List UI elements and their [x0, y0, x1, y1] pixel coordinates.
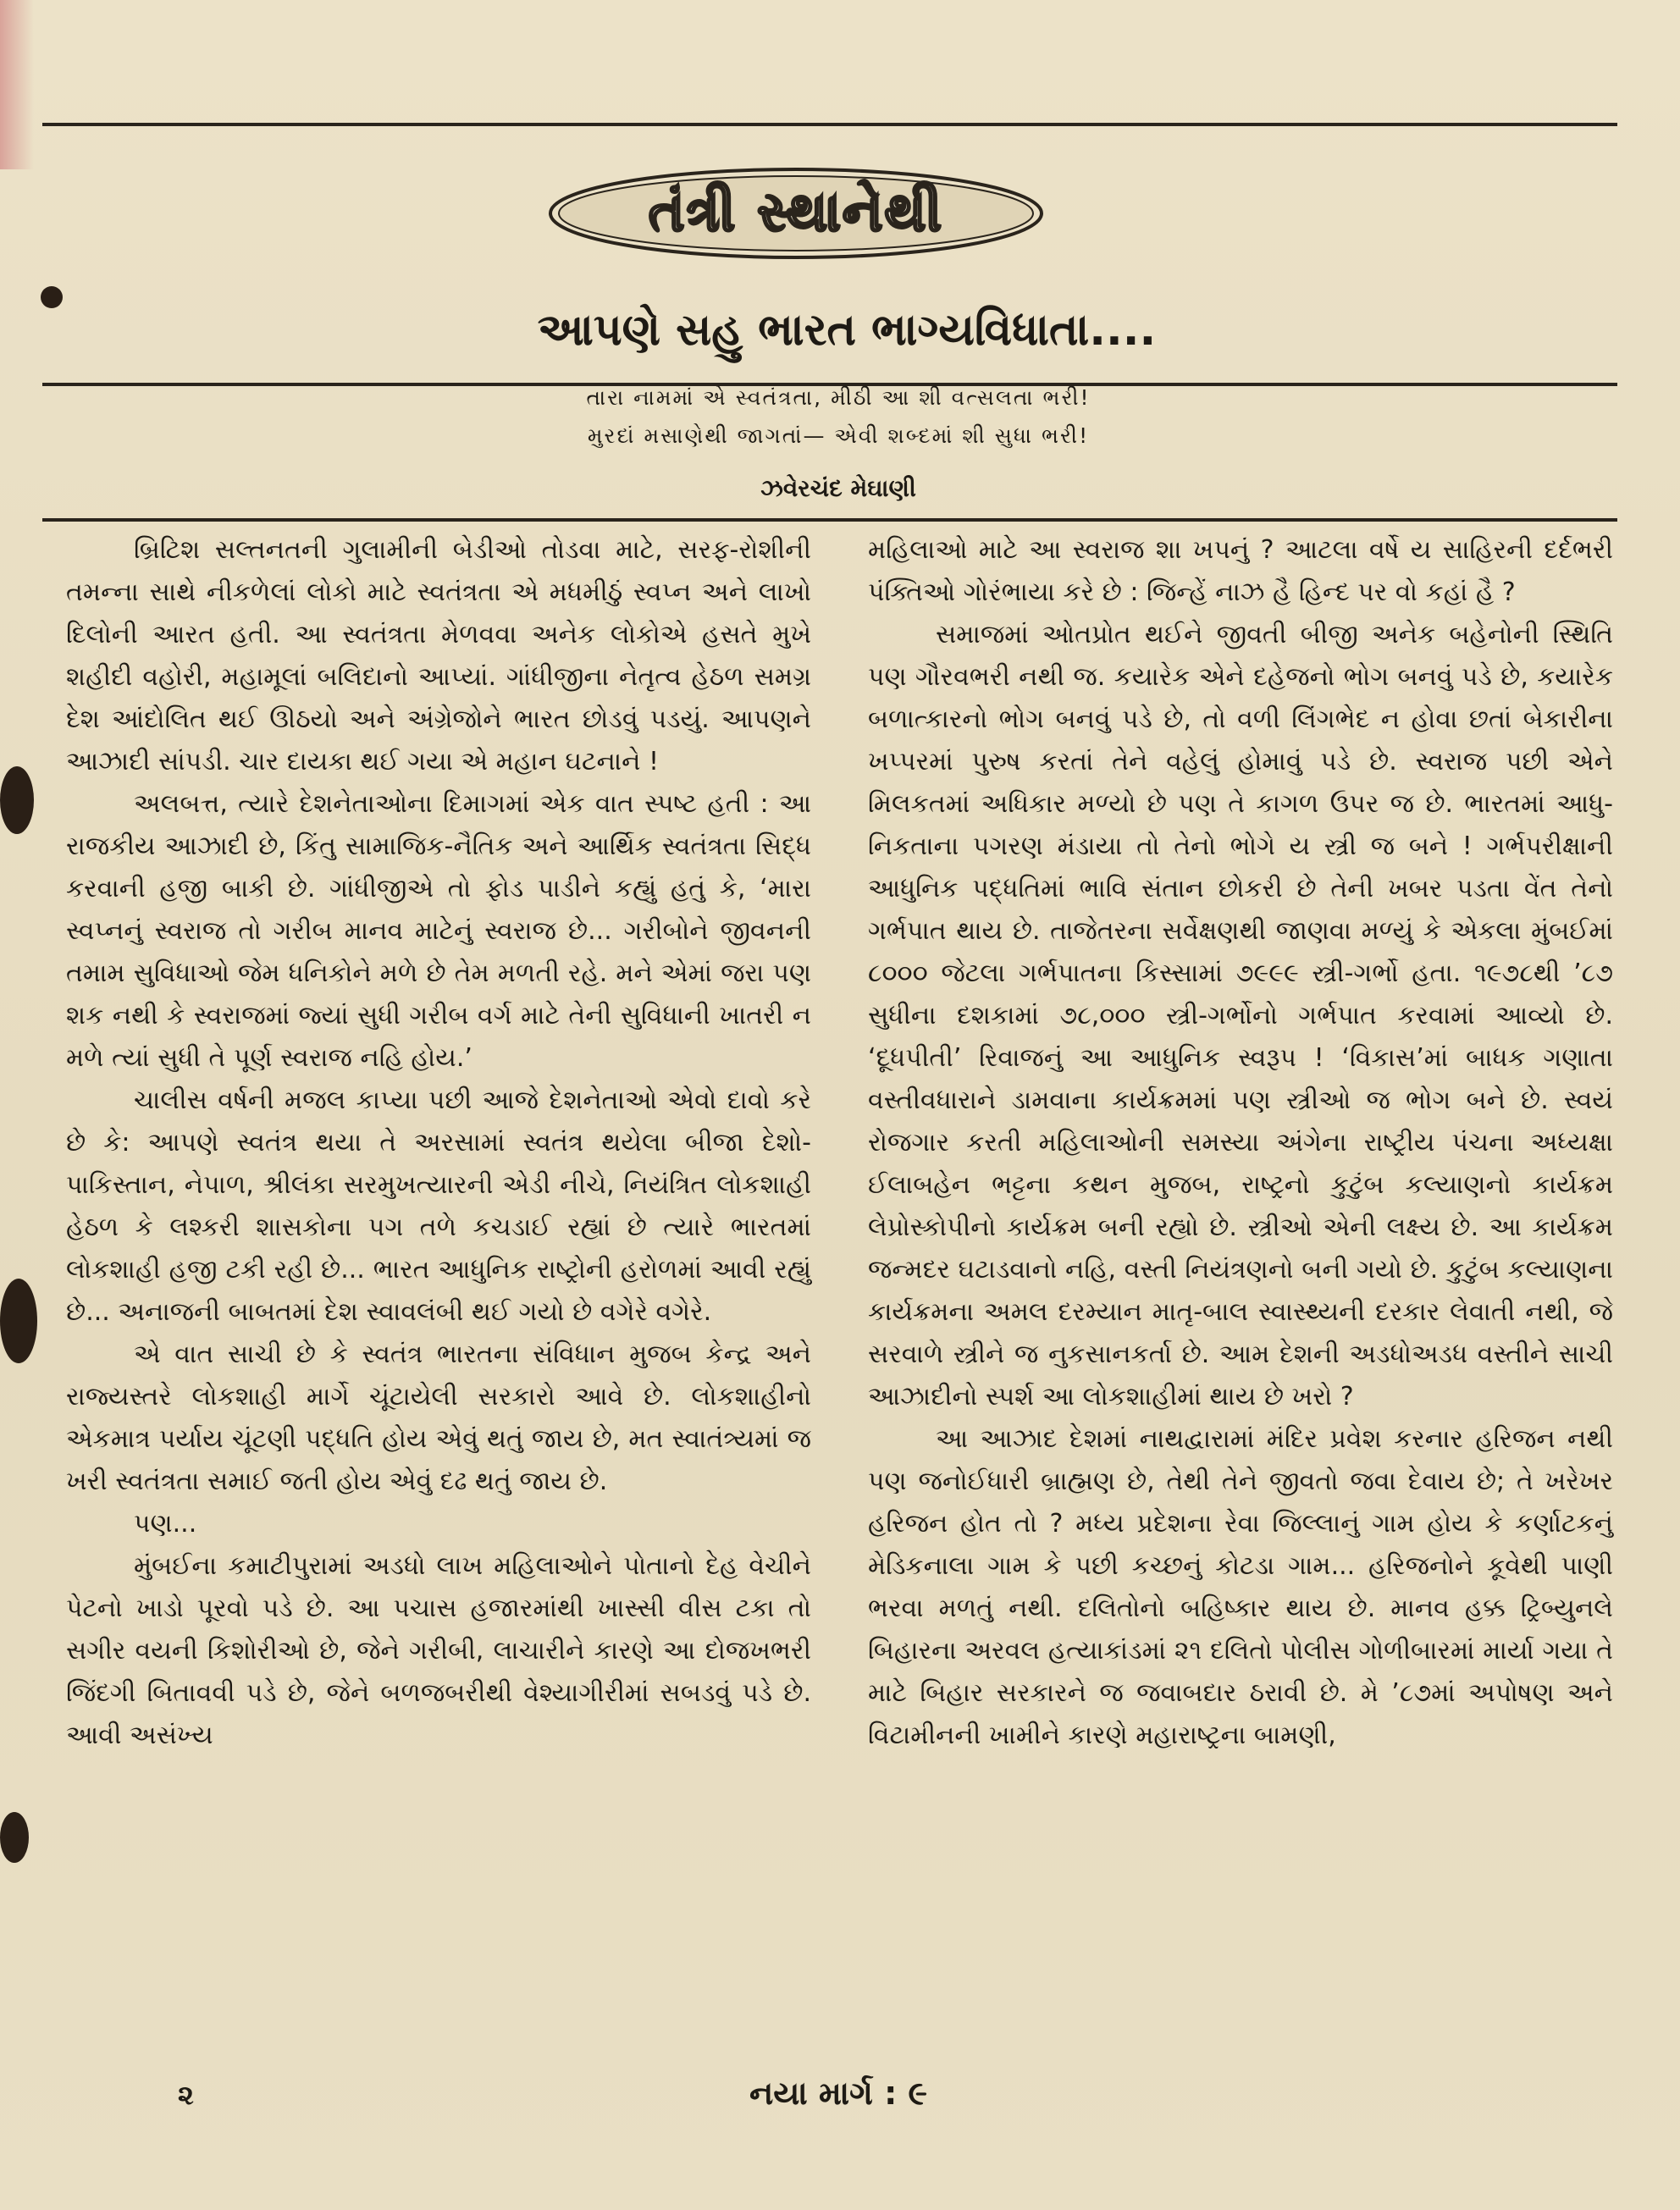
page-number: ૨	[178, 2079, 194, 2111]
paper-hole	[0, 1812, 29, 1863]
paragraph: પણ...	[134, 1509, 197, 1539]
left-column	[66, 529, 811, 1757]
magazine-footer: નયા માર્ગ : ૯	[749, 2075, 927, 2112]
poet-name: ઝવેરચંદ મેઘાણી	[760, 474, 916, 502]
paper-hole	[41, 286, 63, 308]
paragraph: અલબત્ત, ત્યારે દેશનેતાઓના દિમાગમાં એક વાત સ્પષ્ટ હતી : આ રાજકીય આઝાદી છે, કિંતુ સામાજિક-નૈતિક અને આર્થિક સ્વતંત્રતા સિદ્ધ કરવાની હજી બાકી છે. ગાંધીજીએ તો ફોડ પાડીને કહ્યું હતું કે, ‘મારા સ્વપ્નનું સ્વરાજ તો ગરીબ માનવ માટેનું સ્વરાજ છે... ગરીબોને જીવનની તમામ સુવિધાઓ જેમ ધનિકોને મળે છે તેમ મળતી રહે. મને એમાં જરા પણ શક નથી કે સ્વરાજમાં જ્યાં સુધી ગરીબ વર્ગ માટે તેની સુવિધાની ખાતરી ન મળે ત્યાં સુધી તે પૂર્ણ સ્વરાજ નહિ હોય.’	[66, 789, 811, 1073]
paragraph: ચાલીસ વર્ષની મજલ કાપ્યા પછી આજે દેશનેતાઓ એવો દાવો કરે છે કે: આપણે સ્વતંત્ર થયા તે અરસામાં સ્વતંત્ર થયેલા બીજા દેશો-પાકિસ્તાન, નેપાળ, શ્રીલંકા સરમુખત્યારની એડી નીચે, નિયંત્રિત લોકશાહી હેઠળ કે લશ્કરી શાસકોના પગ તળે કચડાઈ રહ્યાં છે ત્યારે ભારતમાં લોકશાહી હજી ટકી રહી છે... ભારત આધુનિક રાષ્ટ્રોની હરોળમાં આવી રહ્યું છે... અનાજની બાબતમાં દેશ સ્વાવલંબી થઈ ગયો છે વગેરે વગેરે.	[66, 1086, 811, 1327]
paper-hole	[0, 766, 34, 834]
paragraph: મહિલાઓ માટે આ સ્વરાજ શા ખપનું ? આટલા વર્ષે ય સાહિરની દર્દભરી પંક્તિઓ ગોરંભાયા કરે છે : જિન્હેં નાઝ હૈ હિન્દ પર વો કહાં હૈ ?	[868, 535, 1613, 607]
right-column	[868, 529, 1613, 1757]
verse-line: તારા નામમાં એ સ્વતંત્રતા, મીઠી આ શી વત્સલતા ભરી!	[586, 385, 1091, 410]
headline: આપણે સહુ ભારત ભાગ્યવિધાતા....	[537, 305, 1157, 356]
masthead-logo	[542, 161, 1050, 262]
verse-line: મુરદાં મસાણેથી જાગતાં— એવી શબ્દમાં શી સુધા ભરી!	[587, 423, 1090, 448]
paragraph: એ વાત સાચી છે કે સ્વતંત્ર ભારતના સંવિધાન મુજબ કેન્દ્ર અને રાજ્યસ્તરે લોકશાહી માર્ગે ચૂંટાયેલી સરકારો આવે છે. લોકશાહીનો એકમાત્ર પર્યાય ચૂંટણી પદ્ધતિ હોય એવું થતું જાય છે, મત સ્વાતંત્ર્યમાં જ ખરી સ્વતંત્રતા સમાઈ જતી હોય એવું દઢ થતું જાય છે.	[66, 1340, 811, 1496]
body-rule	[42, 518, 1617, 522]
paragraph: આ આઝાદ દેશમાં નાથદ્વારામાં મંદિર પ્રવેશ કરનાર હરિજન નથી પણ જનોઈધારી બ્રાહ્મણ છે, તેથી તેને જીવતો જવા દેવાય છે; તે ખરેખર હરિજન હોત તો ? મધ્ય પ્રદેશના રેવા જિલ્લાનું ગામ હોય કે કર્ણાટકનું મેડિકનાલા ગામ કે પછી કચ્છનું કોટડા ગામ... હરિજનોને કૂવેથી પાણી ભરવા મળતું નથી. દલિતોનો બહિષ્કાર થાય છે. માનવ હક્ક ટ્રિબ્યુનલે બિહારના અરવલ હત્યાકાંડમાં ૨૧ દલિતો પોલીસ ગોળીબારમાં માર્યા ગયા તે માટે બિહાર સરકારને જ જવાબદાર ઠરાવી છે. મે ’૮૭માં અપોષણ અને વિટામીનની ખામીને કારણે મહારાષ્ટ્રના બામણી,	[868, 1424, 1613, 1750]
paragraph: સમાજમાં ઓતપ્રોત થઈને જીવતી બીજી અનેક બહેનોની સ્થિતિ પણ ગૌરવભરી નથી જ. કયારેક એને દહેજનો ભોગ બનવું પડે છે, કયારેક બળાત્કારનો ભોગ બનવું પડે છે, તો વળી લિંગભેદ ન હોવા છતાં બેકારીના ખપ્પરમાં પુરુષ કરતાં તેને વહેલું હોમાવું પડે છે. સ્વરાજ પછી એને મિલકતમાં અધિકાર મળ્યો છે પણ તે કાગળ ઉપર જ છે. ભારતમાં આધુ-નિકતાના પગરણ મંડાયા તો તેનો ભોગે ય સ્ત્રી જ બને ! ગર્ભપરીક્ષાની આધુનિક પદ્ધતિમાં ભાવિ સંતાન છોકરી છે તેની ખબર પડતા વેંત તેનો ગર્ભપાત થાય છે. તાજેતરના સર્વેક્ષણથી જાણવા મળ્યું કે એકલા મુંબઈમાં ૮૦૦૦ જેટલા ગર્ભપાતના કિસ્સામાં ૭૯૯૯ સ્ત્રી-ગર્ભો હતા. ૧૯૭૮થી ’૮૭ સુધીના દશકામાં ૭૮,૦૦૦ સ્ત્રી-ગર્ભોનો ગર્ભપાત કરવામાં આવ્યો છે. ‘દૂધપીતી’ રિવાજનું આ આધુનિક સ્વરૂપ ! ‘વિકાસ’માં બાધક ગણાતા વસ્તીવધારાને ડામવાના કાર્યક્રમમાં પણ સ્ત્રીઓ જ ભોગ બને છે. સ્વયં રોજગાર કરતી મહિલાઓની સમસ્યા અંગેના રાષ્ટ્રીય પંચના અધ્યક્ષા ઈલાબહેન ભટ્ટના કથન મુજબ, રાષ્ટ્રનો કુટુંબ કલ્યાણનો કાર્યક્રમ લેપ્રોસ્કોપીનો કાર્યક્રમ બની રહ્યો છે. સ્ત્રીઓ એની લક્ષ્ય છે. આ કાર્યક્રમ જન્મદર ઘટાડવાનો નહિ, વસ્તી નિયંત્રણનો બની ગયો છે. કુટુંબ કલ્યાણના કાર્યક્રમના અમલ દરમ્યાન માતૃ-બાલ સ્વાસ્થ્યની દરકાર લેવાતી નથી, જે સરવાળે સ્ત્રીને જ નુકસાનકર્તા છે. આમ દેશની અડધોઅડધ વસ્તીને સાચી આઝાદીનો સ્પર્શ આ લોકશાહીમાં થાય છે ખરો ?	[868, 620, 1613, 1412]
paragraph: મુંબઈના કમાટીપુરામાં અડધો લાખ મહિલાઓને પોતાનો દેહ વેચીને પેટનો ખાડો પૂરવો પડે છે. આ પચાસ હજારમાંથી ખાસ્સી વીસ ટકા તો સગીર વયની કિશોરીઓ છે, જેને ગરીબી, લાચારીને કારણે આ દોજખભરી જિંદગી બિતાવવી પડે છે, જેને બળજબરીથી વેશ્યાગીરીમાં સબડવું પડે છે. આવી અસંખ્ય	[66, 1551, 811, 1750]
paragraph: બ્રિટિશ સલ્તનતની ગુલામીની બેડીઓ તોડવા માટે, સરફ-રોશીની તમન્ના સાથે નીકળેલાં લોકો માટે સ્વતંત્રતા એ મધમીઠું સ્વપ્ન અને લાખો દિલોની આરત હતી. આ સ્વતંત્રતા મેળવવા અનેક લોકોએ હસતે મુખે શહીદી વહોરી, મહામૂલાં બલિદાનો આપ્યાં. ગાંધીજીના નેતૃત્વ હેઠળ સમગ્ર દેશ આંદોલિત થઈ ઊઠયો અને અંગ્રેજોને ભારત છોડવું પડયું. આપણને આઝાદી સાંપડી. ચાર દાયકા થઈ ગયા એ મહાન ઘટનાને !	[66, 535, 811, 776]
logo-text: તંત્રી સ્થાનેથી	[649, 180, 943, 244]
edge-stain	[0, 0, 34, 169]
top-rule	[42, 123, 1617, 126]
paper-hole	[0, 1279, 37, 1363]
